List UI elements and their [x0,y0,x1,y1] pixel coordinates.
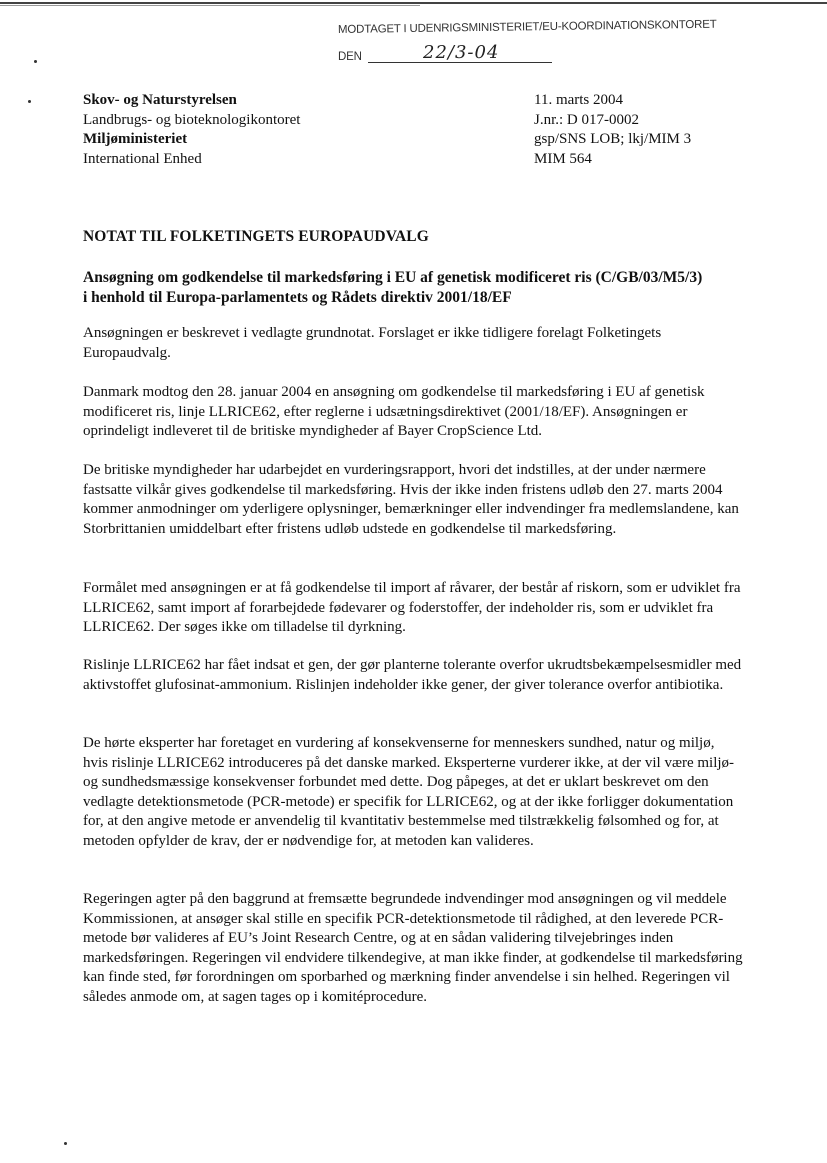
scan-top-edge [0,2,827,4]
sender-block [83,91,300,169]
received-stamp [337,18,717,63]
sender-agency: Skov- og Naturstyrelsen [83,92,237,108]
subject-line-2: i henhold til Europa-parlamentets og Rådets direktiv 2001/18/EF [83,288,512,306]
sender-office: Landbrugs- og bioteknologikontoret [83,111,301,128]
meta-block [534,91,691,169]
body-paragraph: Rislinje LLRICE62 har fået indsat et gen, der gør planterne tolerante overfor ukrudtsbekæmpelsesmidler med aktivstoffet glufosinat-ammonium. Rislinjen indeholder ikke gener, der giver tolerance overfor antibiotika. [83,657,742,693]
scan-speck [28,100,31,103]
body-paragraph: De britiske myndigheder har udarbejdet en vurderingsrapport, hvori det indstilles, at der under nærmere fastsatte vilkår gives godkendelse til markedsføring. Hvis der ikke inden fristens udløb den 27. marts 2004 kommer anmodninger om yderligere oplysninger, bemærkninger eller indvendinger fra medlemslandene, kan Storbrittanien umiddelbart efter fristens udløb udstede en godkendelse til markedsføring. [83,462,739,537]
body-paragraph: Regeringen agter på den baggrund at fremsætte begrundede indvendinger mod ansøgningen og vil meddele Kommissionen, at ansøger skal stille en specifik PCR-detektionsmetode til rådighed, at den leverede PCR-metode bør valideres af EU’s Joint Research Centre, og at en sådan validering tilvejebringes inden markedsføringen. Regeringen vil endvidere tilkendegive, at man ikke finder, at godkendelse til markedsføring kan finde sted, før forordningen om sporbarhed og mærkning finder anvendelse i sin helhed. Regeringen vil således anmode om, at sagen tages op i komitéprocedure. [83,891,743,1005]
body-paragraph: Danmark modtog den 28. januar 2004 en ansøgning om godkendelse til markedsføring i EU af genetisk modificeret ris, linje LLRICE62, efter reglerne i udsætningsdirektivet (2001/18/EF). Ansøgningen er oprindeligt indleveret til de britiske myndigheder af Bayer CropScience Ltd. [83,384,705,439]
stamp-handwritten-date: 22/3-04 [423,42,500,63]
stamp-received-line: MODTAGET I UDENRIGSMINISTERIET/EU-KOORDINATIONSKONTORET [337,18,717,36]
scan-speck [34,60,37,63]
meta-mim-number: MIM 564 [534,150,592,167]
scan-top-edge-2 [0,5,420,6]
sender-ministry: Miljøministeriet [83,131,188,147]
document-title: NOTAT TIL FOLKETINGETS EUROPAUDVALG [83,228,429,245]
body-paragraph: De hørte eksperter har foretaget en vurdering af konsekvenserne for menneskers sundhed, natur og miljø, hvis rislinje LLRICE62 introduceres på det danske marked. Eksperterne vurderer ikke, at der vil være miljø- og sundhedsmæssige konsekvenser forbundet med dette. Dog påpeges, at det er uklart beskrevet om den vedlagte detektionsmetode (PCR-metode) er specifik for LLRICE62, og at der ikke forligger dokumentation for, at den angive metode er anvendelig til kvantitativ bestemmelse med tilstrækkelig følsomhed og for, at metoden opfylder de krav, der er nødvendige for, at metoden kan valideres. [83,735,735,849]
meta-date: 11. marts 2004 [534,92,624,108]
sender-unit: International Enhed [83,150,202,167]
stamp-den-label: DEN [338,51,362,63]
document-subject [83,268,753,307]
meta-reference: gsp/SNS LOB; lkj/MIM 3 [534,131,692,147]
scan-speck [64,1142,67,1145]
body-paragraph: Formålet med ansøgningen er at få godkendelse til import af råvarer, der består af riskorn, som er udviklet fra LLRICE62, samt import af forarbejdede fødevarer og foderstoffer, der indeholder ris, som er udviklet fra LLRICE62. Der søges ikke om tilladelse til dyrkning. [83,580,741,635]
stamp-date-row [338,44,698,63]
subject-line-1: Ansøgning om godkendelse til markedsføring i EU af genetisk modificeret ris (C/GB/03/M5/3) [83,269,703,286]
meta-journal-number: J.nr.: D 017-0002 [534,111,639,128]
stamp-date-line [368,44,552,63]
body-paragraph: Ansøgningen er beskrevet i vedlagte grundnotat. Forslaget er ikke tidligere forelagt Folketingets Europaudvalg. [83,325,662,361]
